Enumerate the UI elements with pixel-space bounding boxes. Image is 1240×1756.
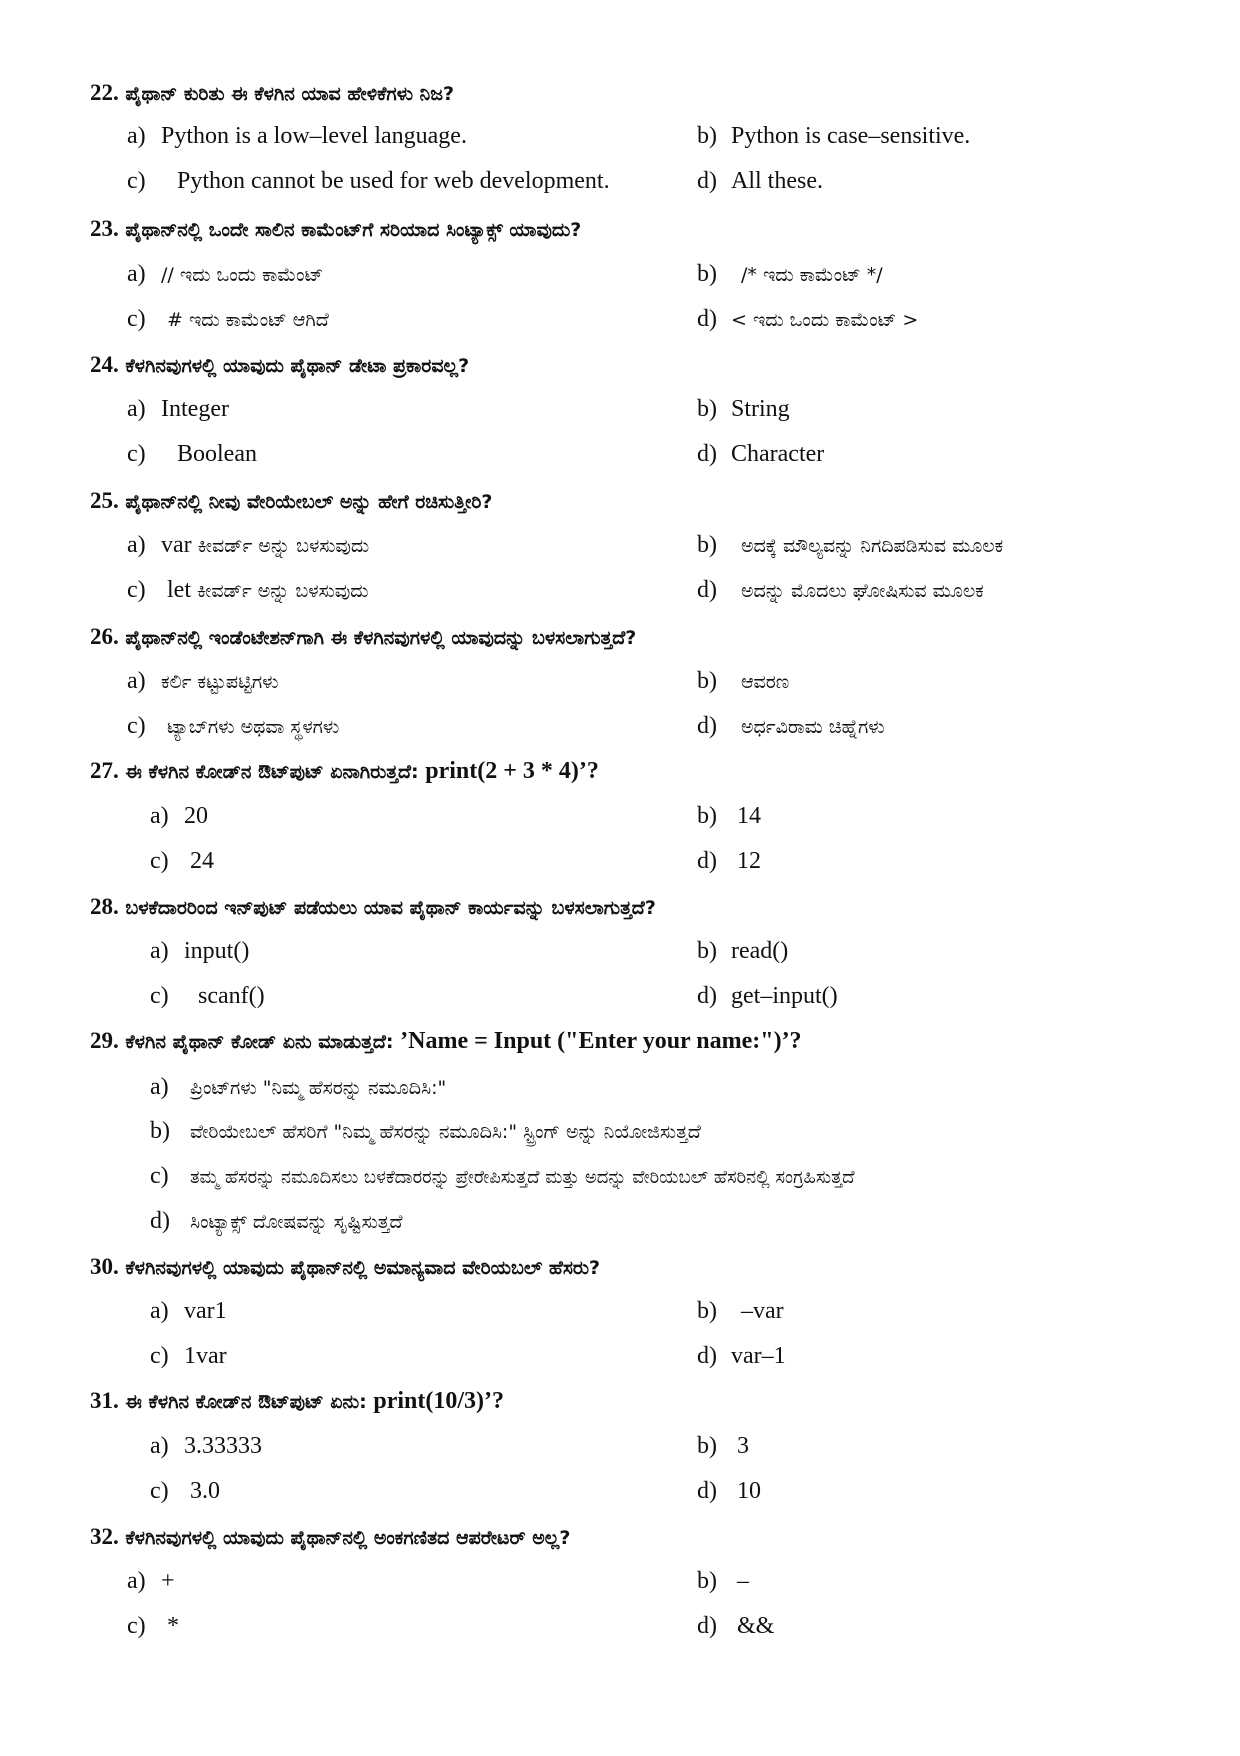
option-27a: a) 20 bbox=[150, 803, 208, 829]
question-25: 25. ಪೈಥಾನ್‌ನಲ್ಲಿ ನೀವು ವೇರಿಯೇಬಲ್ ಅನ್ನು ಹೇಗೆ ರಚಿಸುತ್ತೀರಿ? bbox=[90, 488, 493, 513]
option-23d: d) < ಇದು ಒಂದು ಕಾಮೆಂಟ್ > bbox=[697, 306, 919, 332]
option-32c: c) * bbox=[127, 1613, 179, 1639]
option-30b: b) –var bbox=[697, 1298, 784, 1324]
question-24: 24. ಕೆಳಗಿನವುಗಳಲ್ಲಿ ಯಾವುದು ಪೈಥಾನ್ ಡೇಟಾ ಪ್ರಕಾರವಲ್ಲ? bbox=[90, 352, 470, 377]
option-29d: d) ಸಿಂಟ್ಯಾಕ್ಸ್ ದೋಷವನ್ನು ಸೃಷ್ಟಿಸುತ್ತದೆ bbox=[150, 1208, 403, 1234]
option-31d: d) 10 bbox=[697, 1478, 761, 1504]
option-32d: d) && bbox=[697, 1613, 775, 1639]
question-28: 28. ಬಳಕೆದಾರರಿಂದ ಇನ್‌ಪುಟ್ ಪಡೆಯಲು ಯಾವ ಪೈಥಾನ್ ಕಾರ್ಯವನ್ನು ಬಳಸಲಾಗುತ್ತದೆ? bbox=[90, 894, 656, 919]
option-28c: c) scanf() bbox=[150, 983, 265, 1009]
option-26b: b) ಆವರಣ bbox=[697, 668, 790, 694]
question-22: 22. ಪೈಥಾನ್ ಕುರಿತು ಈ ಕೆಳಗಿನ ಯಾವ ಹೇಳಿಕೆಗಳು ನಿಜ? bbox=[90, 80, 455, 105]
question-30: 30. ಕೆಳಗಿನವುಗಳಲ್ಲಿ ಯಾವುದು ಪೈಥಾನ್‌ನಲ್ಲಿ ಅಮಾನ್ಯವಾದ ವೇರಿಯಬಲ್ ಹೆಸರು? bbox=[90, 1254, 601, 1279]
option-28b: b) read() bbox=[697, 938, 789, 964]
option-22d: d) All these. bbox=[697, 168, 823, 194]
option-28d: d) get–input() bbox=[697, 983, 838, 1009]
option-23a: a) // ಇದು ಒಂದು ಕಾಮೆಂಟ್ bbox=[127, 261, 324, 287]
option-23b: b) /* ಇದು ಕಾಮೆಂಟ್ */ bbox=[697, 261, 883, 287]
question-23: 23. ಪೈಥಾನ್‌ನಲ್ಲಿ ಒಂದೇ ಸಾಲಿನ ಕಾಮೆಂಟ್‌ಗೆ ಸರಿಯಾದ ಸಿಂಟ್ಯಾಕ್ಸ್ ಯಾವುದು? bbox=[90, 216, 582, 241]
option-25a: a) var ಕೀವರ್ಡ್ ಅನ್ನು ಬಳಸುವುದು bbox=[127, 532, 370, 558]
option-30c: c) 1var bbox=[150, 1343, 227, 1369]
option-32a: a) + bbox=[127, 1568, 175, 1594]
option-29c: c) ತಮ್ಮ ಹೆಸರನ್ನು ನಮೂದಿಸಲು ಬಳಕೆದಾರರನ್ನು ಪ್ರೇರೇಪಿಸುತ್ತದೆ ಮತ್ತು ಅದನ್ನು ವೇರಿಯಬಲ್ ಹೆಸರಿನಲ್ಲಿ ಸಂಗ್ರಹಿಸುತ್ತದೆ bbox=[150, 1163, 855, 1189]
option-27c: c) 24 bbox=[150, 848, 214, 874]
option-32b: b) – bbox=[697, 1568, 749, 1594]
option-25b: b) ಅದಕ್ಕೆ ಮೌಲ್ಯವನ್ನು ನಿಗದಿಪಡಿಸುವ ಮೂಲಕ bbox=[697, 532, 1004, 558]
option-24b: b) String bbox=[697, 396, 790, 422]
option-24d: d) Character bbox=[697, 441, 825, 467]
option-22b: b) Python is case–sensitive. bbox=[697, 123, 971, 149]
option-31c: c) 3.0 bbox=[150, 1478, 220, 1504]
option-22c: c) Python cannot be used for web development. bbox=[127, 168, 610, 194]
option-24a: a) Integer bbox=[127, 396, 229, 422]
option-25d: d) ಅದನ್ನು ಮೊದಲು ಘೋಷಿಸುವ ಮೂಲಕ bbox=[697, 577, 984, 603]
option-23c: c) # ಇದು ಕಾಮೆಂಟ್ ಆಗಿದೆ bbox=[127, 306, 329, 332]
option-31b: b) 3 bbox=[697, 1433, 749, 1459]
option-26c: c) ಟ್ಯಾಬ್‌ಗಳು ಅಥವಾ ಸ್ಥಳಗಳು bbox=[127, 713, 340, 739]
option-22a: a) Python is a low–level language. bbox=[127, 123, 467, 149]
option-27d: d) 12 bbox=[697, 848, 761, 874]
option-25c: c) let ಕೀವರ್ಡ್ ಅನ್ನು ಬಳಸುವುದು bbox=[127, 577, 369, 603]
option-29a: a) ಪ್ರಿಂಟ್‌ಗಳು "ನಿಮ್ಮ ಹೆಸರನ್ನು ನಮೂದಿಸಿ:" bbox=[150, 1074, 447, 1100]
question-27: 27. ಈ ಕೆಳಗಿನ ಕೋಡ್‌ನ ಔಟ್‌ಪುಟ್ ಏನಾಗಿರುತ್ತದೆ: print(2 + 3 * 4)’? bbox=[90, 758, 599, 784]
option-30d: d) var–1 bbox=[697, 1343, 786, 1369]
question-29: 29. ಕೆಳಗಿನ ಪೈಥಾನ್ ಕೋಡ್ ಏನು ಮಾಡುತ್ತದೆ: ’Name = Input ("Enter your name:")’? bbox=[90, 1028, 802, 1054]
option-26d: d) ಅರ್ಧವಿರಾಮ ಚಿಹ್ನೆಗಳು bbox=[697, 713, 885, 739]
question-32: 32. ಕೆಳಗಿನವುಗಳಲ್ಲಿ ಯಾವುದು ಪೈಥಾನ್‌ನಲ್ಲಿ ಅಂಕಗಣಿತದ ಆಪರೇಟರ್ ಅಲ್ಲ? bbox=[90, 1524, 571, 1549]
option-29b: b) ವೇರಿಯೇಬಲ್ ಹೆಸರಿಗೆ "ನಿಮ್ಮ ಹೆಸರನ್ನು ನಮೂದಿಸಿ:" ಸ್ಟ್ರಿಂಗ್ ಅನ್ನು ನಿಯೋಜಿಸುತ್ತದೆ bbox=[150, 1118, 701, 1144]
option-30a: a) var1 bbox=[150, 1298, 227, 1324]
option-31a: a) 3.33333 bbox=[150, 1433, 262, 1459]
question-26: 26. ಪೈಥಾನ್‌ನಲ್ಲಿ ಇಂಡೆಂಟೇಶನ್‌ಗಾಗಿ ಈ ಕೆಳಗಿನವುಗಳಲ್ಲಿ ಯಾವುದನ್ನು ಬಳಸಲಾಗುತ್ತದೆ? bbox=[90, 624, 637, 649]
option-26a: a) ಕರ್ಲಿ ಕಟ್ಟುಪಟ್ಟಿಗಳು bbox=[127, 668, 279, 694]
question-31: 31. ಈ ಕೆಳಗಿನ ಕೋಡ್‌ನ ಔಟ್‌ಪುಟ್ ಏನು: print(10/3)’? bbox=[90, 1388, 505, 1414]
option-24c: c) Boolean bbox=[127, 441, 257, 467]
option-28a: a) input() bbox=[150, 938, 250, 964]
option-27b: b) 14 bbox=[697, 803, 761, 829]
